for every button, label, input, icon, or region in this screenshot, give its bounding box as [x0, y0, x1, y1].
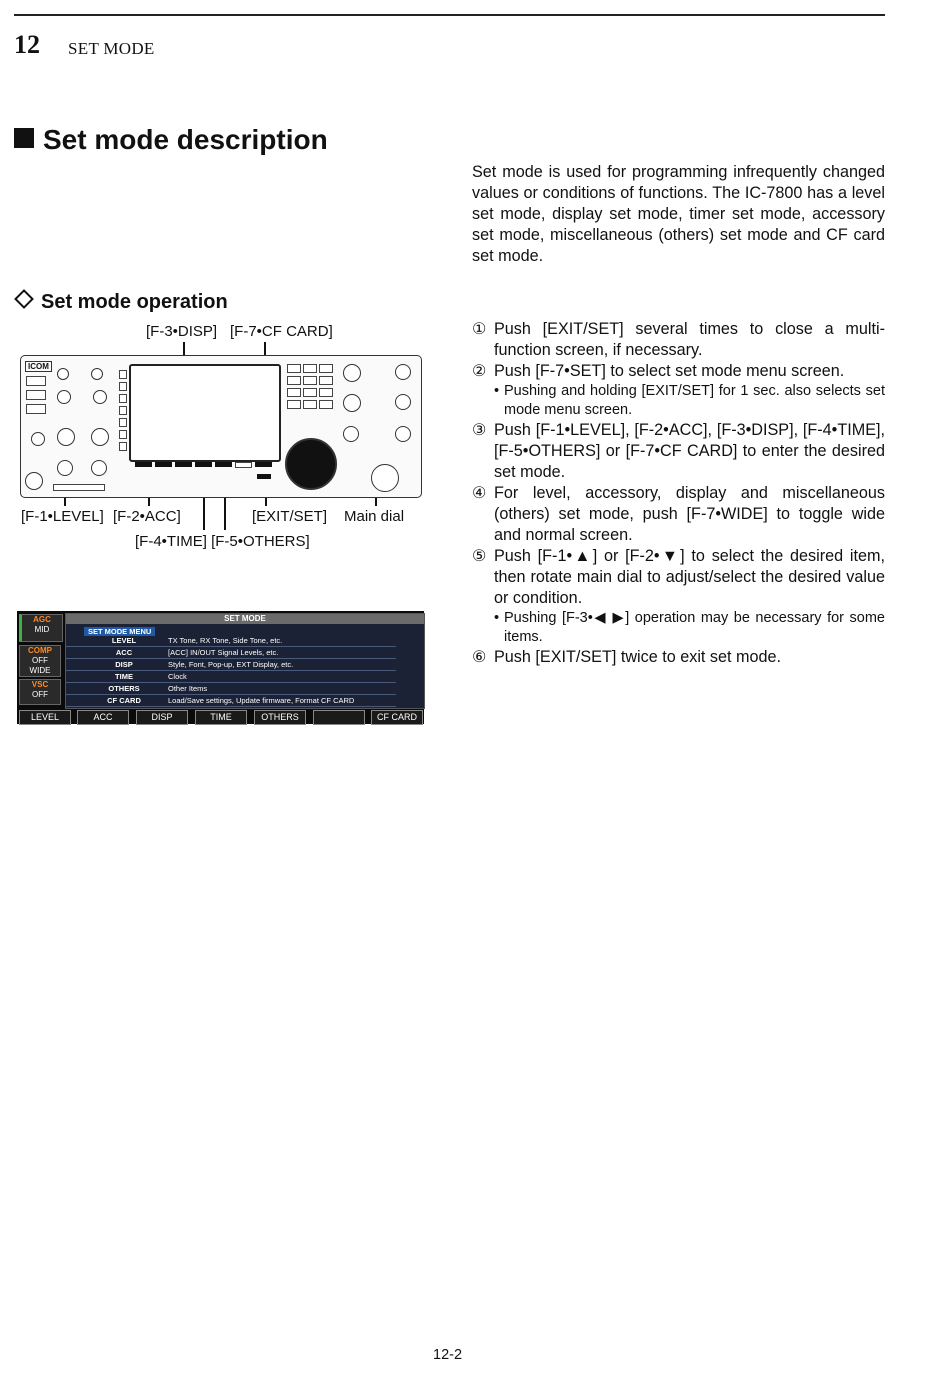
menu-row-time — [66, 671, 396, 683]
side-key-comp-label: COMP — [28, 646, 52, 655]
side-key-comp-value2: WIDE — [29, 666, 51, 675]
fkey-acc: ACC — [77, 710, 129, 725]
row-name: DISP — [115, 660, 133, 669]
callout-f2-acc: [F-2•ACC] — [113, 508, 181, 525]
step-3 — [472, 420, 885, 483]
keypad-key — [319, 376, 333, 385]
fkey-blank — [313, 710, 365, 725]
row-name: LEVEL — [111, 636, 137, 645]
menu-row-others — [66, 683, 396, 695]
keypad-key — [319, 364, 333, 373]
side-key-agc-label: AGC — [33, 615, 51, 624]
keypad-key — [303, 388, 317, 397]
menu-row-disp — [66, 659, 396, 671]
callout-f3-disp: [F-3•DISP] — [146, 323, 218, 340]
panel-key — [119, 430, 127, 439]
step-number: ⑤ — [472, 547, 487, 565]
step-6 — [472, 647, 885, 668]
side-key-comp — [19, 645, 61, 677]
step-text: Push [EXIT/SET] several times to close a multi-function screen, if necessary. — [494, 320, 885, 359]
menu-title: SET MODE MENU — [84, 627, 155, 636]
panel-key — [119, 394, 127, 403]
step-5 — [472, 546, 885, 609]
keypad-key — [303, 376, 317, 385]
screen-title: SET MODE — [66, 614, 424, 624]
step-2 — [472, 361, 885, 382]
row-name: ACC — [115, 648, 133, 657]
row-desc: Load/Save settings, Update firmware, Format CF CARD — [168, 696, 355, 705]
step-number: ④ — [472, 484, 487, 502]
small-knob — [31, 432, 45, 446]
icom-logo: ICOM — [25, 361, 52, 372]
step-4 — [472, 483, 885, 546]
fkey-cf-card: CF CARD — [371, 710, 423, 725]
chapter-title: SET MODE — [68, 39, 155, 58]
panel-key — [26, 376, 46, 386]
keypad-key — [319, 400, 333, 409]
bullet: • — [494, 610, 500, 626]
panel-key — [26, 404, 46, 414]
row-desc: [ACC] IN/OUT Signal Levels, etc. — [168, 648, 279, 657]
small-knob — [343, 426, 359, 442]
f7-key — [255, 462, 272, 467]
step-text: Push [F-1•LEVEL], [F-2•ACC], [F-3•DISP], [F-4•TIME], [F-5•OTHERS] or [F-7•CF CARD] to enter the desired set mode. — [494, 421, 885, 481]
keypad-key — [287, 400, 301, 409]
note-text: Pushing and holding [EXIT/SET] for 1 sec. also selects set mode menu screen. — [504, 383, 885, 418]
small-knob — [57, 368, 69, 380]
cf-card-slot — [53, 484, 105, 491]
small-knob — [395, 426, 411, 442]
steps-list — [472, 319, 885, 668]
lcd-display — [129, 364, 281, 462]
intro-paragraph: Set mode is used for programming infrequently changed values or conditions of functions. The IC-7800 has a level set mode, display set mode, timer set mode, accessory set mode, miscellaneous (others) set mode and CF card set mode. — [472, 163, 885, 265]
af-rf-knob — [91, 428, 109, 446]
top-rule — [14, 14, 885, 16]
step-text: For level, accessory, display and miscellaneous (others) set mode, push [F-7•WIDE] to toggle wide and normal screen. — [494, 484, 885, 544]
side-key-agc-value: MID — [34, 625, 50, 634]
row-name: OTHERS — [108, 684, 140, 693]
step-number: ⑥ — [472, 648, 487, 666]
bullet: • — [494, 383, 500, 399]
af-rf-knob — [57, 428, 75, 446]
small-knob — [57, 460, 73, 476]
f1-key — [135, 462, 152, 467]
section-title-text: Set mode description — [43, 124, 328, 155]
menu-row-cf-card — [66, 695, 396, 707]
square-bullet-icon — [14, 128, 34, 148]
callout-f1-level: [F-1•LEVEL] — [21, 508, 104, 525]
menu-row-level — [66, 635, 396, 647]
f5-key — [215, 462, 232, 467]
side-key-vsc-label: VSC — [31, 680, 49, 689]
fkey-level: LEVEL — [19, 710, 71, 725]
side-key-agc — [19, 614, 63, 642]
side-key-vsc — [19, 679, 61, 705]
keypad-key — [303, 364, 317, 373]
step-number: ③ — [472, 421, 487, 439]
chapter-number: 12 — [14, 30, 40, 59]
f3-key — [175, 462, 192, 467]
diamond-bullet-icon — [14, 289, 34, 309]
f2-key — [155, 462, 172, 467]
fkey-others: OTHERS — [254, 710, 306, 725]
small-knob — [91, 368, 103, 380]
section-title — [14, 124, 328, 156]
keypad-key — [303, 400, 317, 409]
small-knob — [57, 390, 71, 404]
panel-key — [119, 370, 127, 379]
exit-set-key — [257, 474, 271, 479]
step-5-note — [472, 609, 885, 647]
main-dial-knob — [285, 438, 337, 490]
subsection-title-text: Set mode operation — [41, 291, 228, 313]
row-desc: Other Items — [168, 684, 208, 693]
page-number: 12-2 — [433, 1347, 463, 1363]
step-text: Push [F-7•SET] to select set mode menu screen. — [494, 362, 845, 380]
callout-f7-cfcard: [F-7•CF CARD] — [230, 323, 333, 340]
panel-key — [26, 390, 46, 400]
menu-list — [66, 635, 406, 707]
row-name: CF CARD — [107, 696, 141, 705]
panel-key — [119, 406, 127, 415]
subsection-title — [14, 291, 228, 314]
fkey-time: TIME — [195, 710, 247, 725]
note-text: Pushing [F-3•◀ ▶] operation may be necessary for some items. — [504, 610, 885, 645]
step-number: ② — [472, 362, 487, 380]
side-key-comp-value: OFF — [32, 656, 48, 665]
small-knob — [343, 364, 361, 382]
step-1 — [472, 319, 885, 361]
row-desc: TX Tone, RX Tone, Side Tone, etc. — [168, 636, 283, 645]
small-knob — [93, 390, 107, 404]
keypad-key — [287, 388, 301, 397]
keypad-key — [287, 364, 301, 373]
keypad-key — [319, 388, 333, 397]
menu-panel — [65, 613, 425, 709]
set-mode-screen — [17, 611, 424, 724]
callout-main-dial: Main dial — [344, 508, 405, 525]
panel-key — [119, 382, 127, 391]
callout-exit-set: [EXIT/SET] — [252, 508, 328, 525]
small-knob — [395, 364, 411, 380]
mic-connector — [25, 472, 43, 490]
step-text: Push [F-1•▲] or [F-2•▼] to select the desired item, then rotate main dial to adjust/select the desired value or condition. — [494, 547, 885, 607]
row-name: TIME — [115, 672, 133, 681]
fkey-disp: DISP — [136, 710, 188, 725]
small-knob — [91, 460, 107, 476]
panel-key — [119, 442, 127, 451]
callout-f4-f5: [F-4•TIME] [F-5•OTHERS] — [135, 533, 310, 550]
small-knob — [343, 394, 361, 412]
sub-dial-knob — [371, 464, 399, 492]
step-number: ① — [472, 320, 487, 338]
f6-key — [235, 462, 252, 468]
menu-row-acc — [66, 647, 396, 659]
panel-key — [119, 418, 127, 427]
side-key-vsc-value: OFF — [32, 690, 48, 699]
f4-key — [195, 462, 212, 467]
step-2-note — [472, 382, 885, 420]
keypad-key — [287, 376, 301, 385]
step-text: Push [EXIT/SET] twice to exit set mode. — [494, 648, 781, 666]
row-desc: Style, Font, Pop-up, EXT Display, etc. — [168, 660, 294, 669]
radio-front-panel — [20, 355, 422, 498]
small-knob — [395, 394, 411, 410]
row-desc: Clock — [168, 672, 187, 681]
